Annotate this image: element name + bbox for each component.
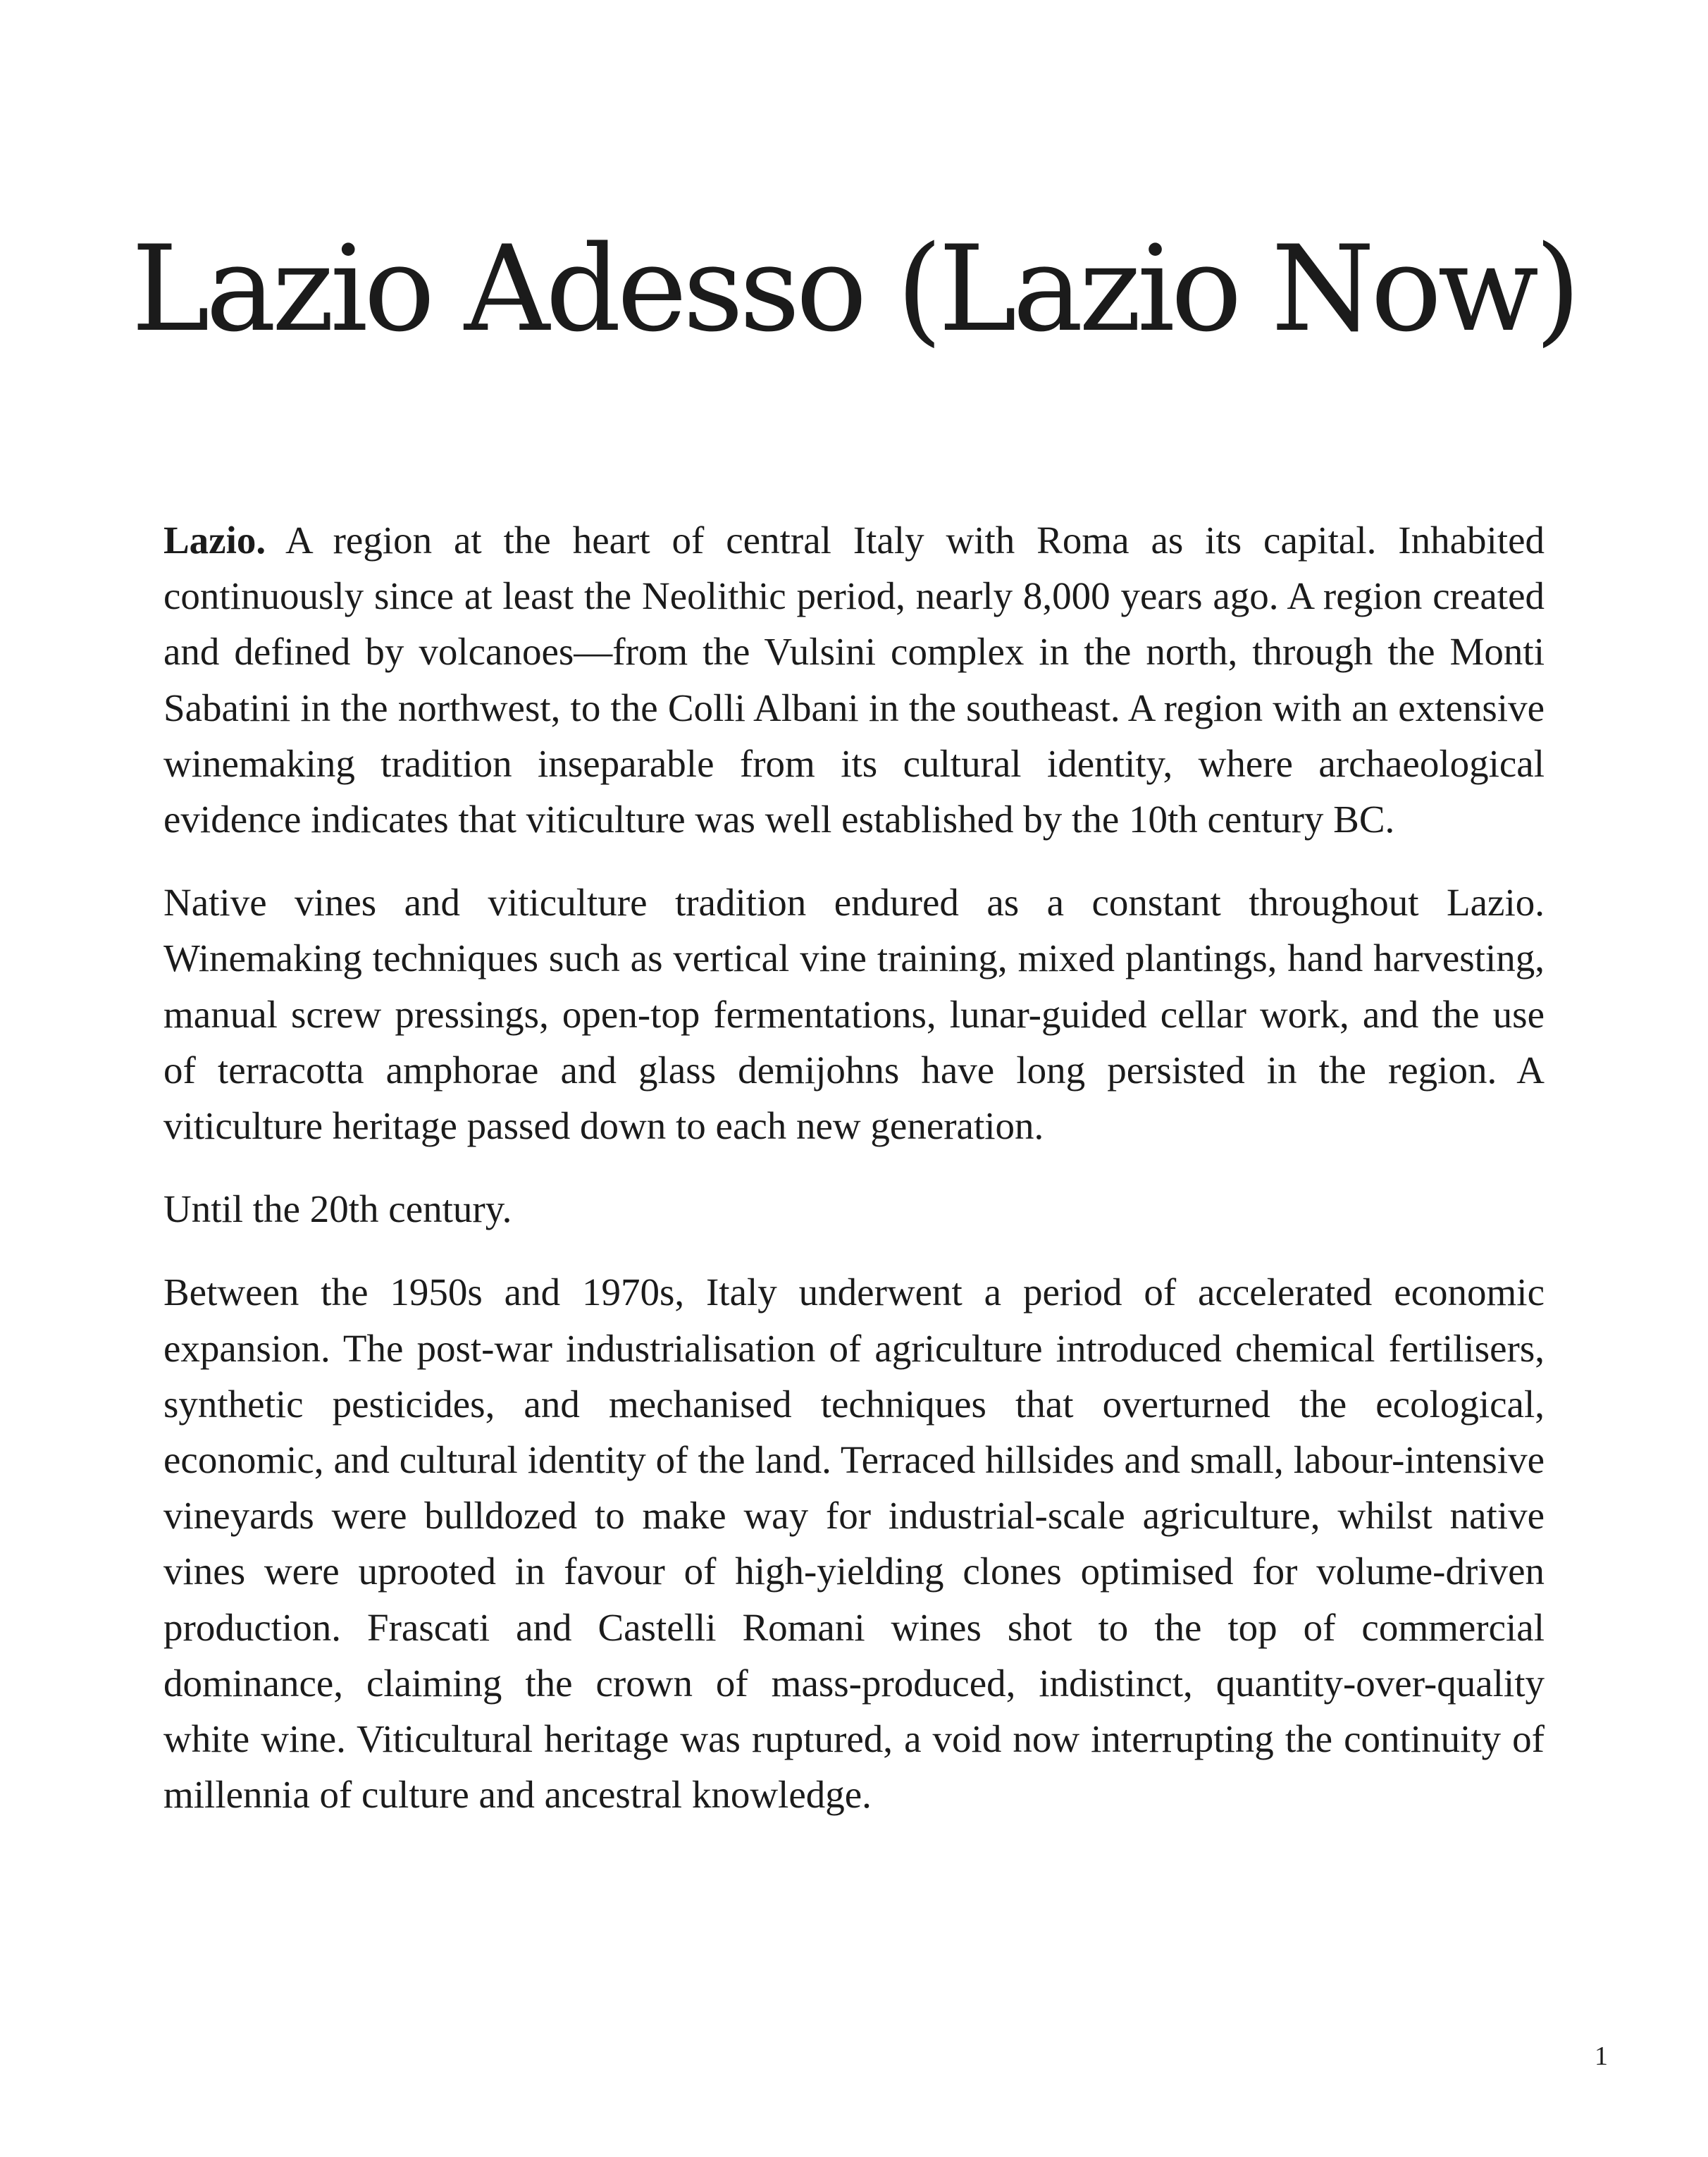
paragraph-1 xyxy=(163,512,1545,847)
paragraph-lead: Lazio. xyxy=(163,519,266,562)
page-number: 1 xyxy=(1595,2041,1608,2071)
page-title: Lazio Adesso (Lazio Now) xyxy=(131,220,1577,358)
paragraph-4: Between the 1950s and 1970s, Italy underwent a period of accelerated economic expansion. The post-war industrialisation of agriculture introduced chemical fertilisers, synthetic pesticides, and mechanised techniques that overturned the ecological, economic, and cultural identity of the land. Terraced hillsides and small, labour-intensive vineyards were bulldozed to make way for industrial-scale agriculture, whilst native vines were uprooted in favour of high-yielding clones optimised for volume-driven production. Frascati and Castelli Romani wines shot to the top of commercial dominance, claiming the crown of mass-produced, indistinct, quantity-over-quality white wine. Viticultural heritage was ruptured, a void now interrupting the continuity of millennia of culture and ancestral knowledge. xyxy=(163,1271,1545,1817)
paragraph-1-text: A region at the heart of central Italy with Roma as its capital. Inhabited continuously since at least the Neolithic period, nearly 8,000 years ago. A region created and defined by volcanoes—from the Vulsini complex in the north, through the Monti Sabatini in the northwest, to the Colli Albani in the southeast. A region with an extensive winemaking tradition inseparable from its cultural identity, where archaeological evidence indicates that viticulture was well established by the 10th century BC. xyxy=(163,519,1545,841)
paragraph-2: Native vines and viticulture tradition endured as a constant throughout Lazio. Winemaking techniques such as vertical vine training, mixed plantings, hand harvesting, manual screw pressings, open-top fermentations, lunar-guided cellar work, and the use of terracotta amphorae and glass demijohns have long persisted in the region. A viticulture heritage passed down to each new generation. xyxy=(163,881,1545,1148)
paragraph-3: Until the 20th century. xyxy=(163,1187,512,1231)
body-text xyxy=(163,512,1545,1850)
